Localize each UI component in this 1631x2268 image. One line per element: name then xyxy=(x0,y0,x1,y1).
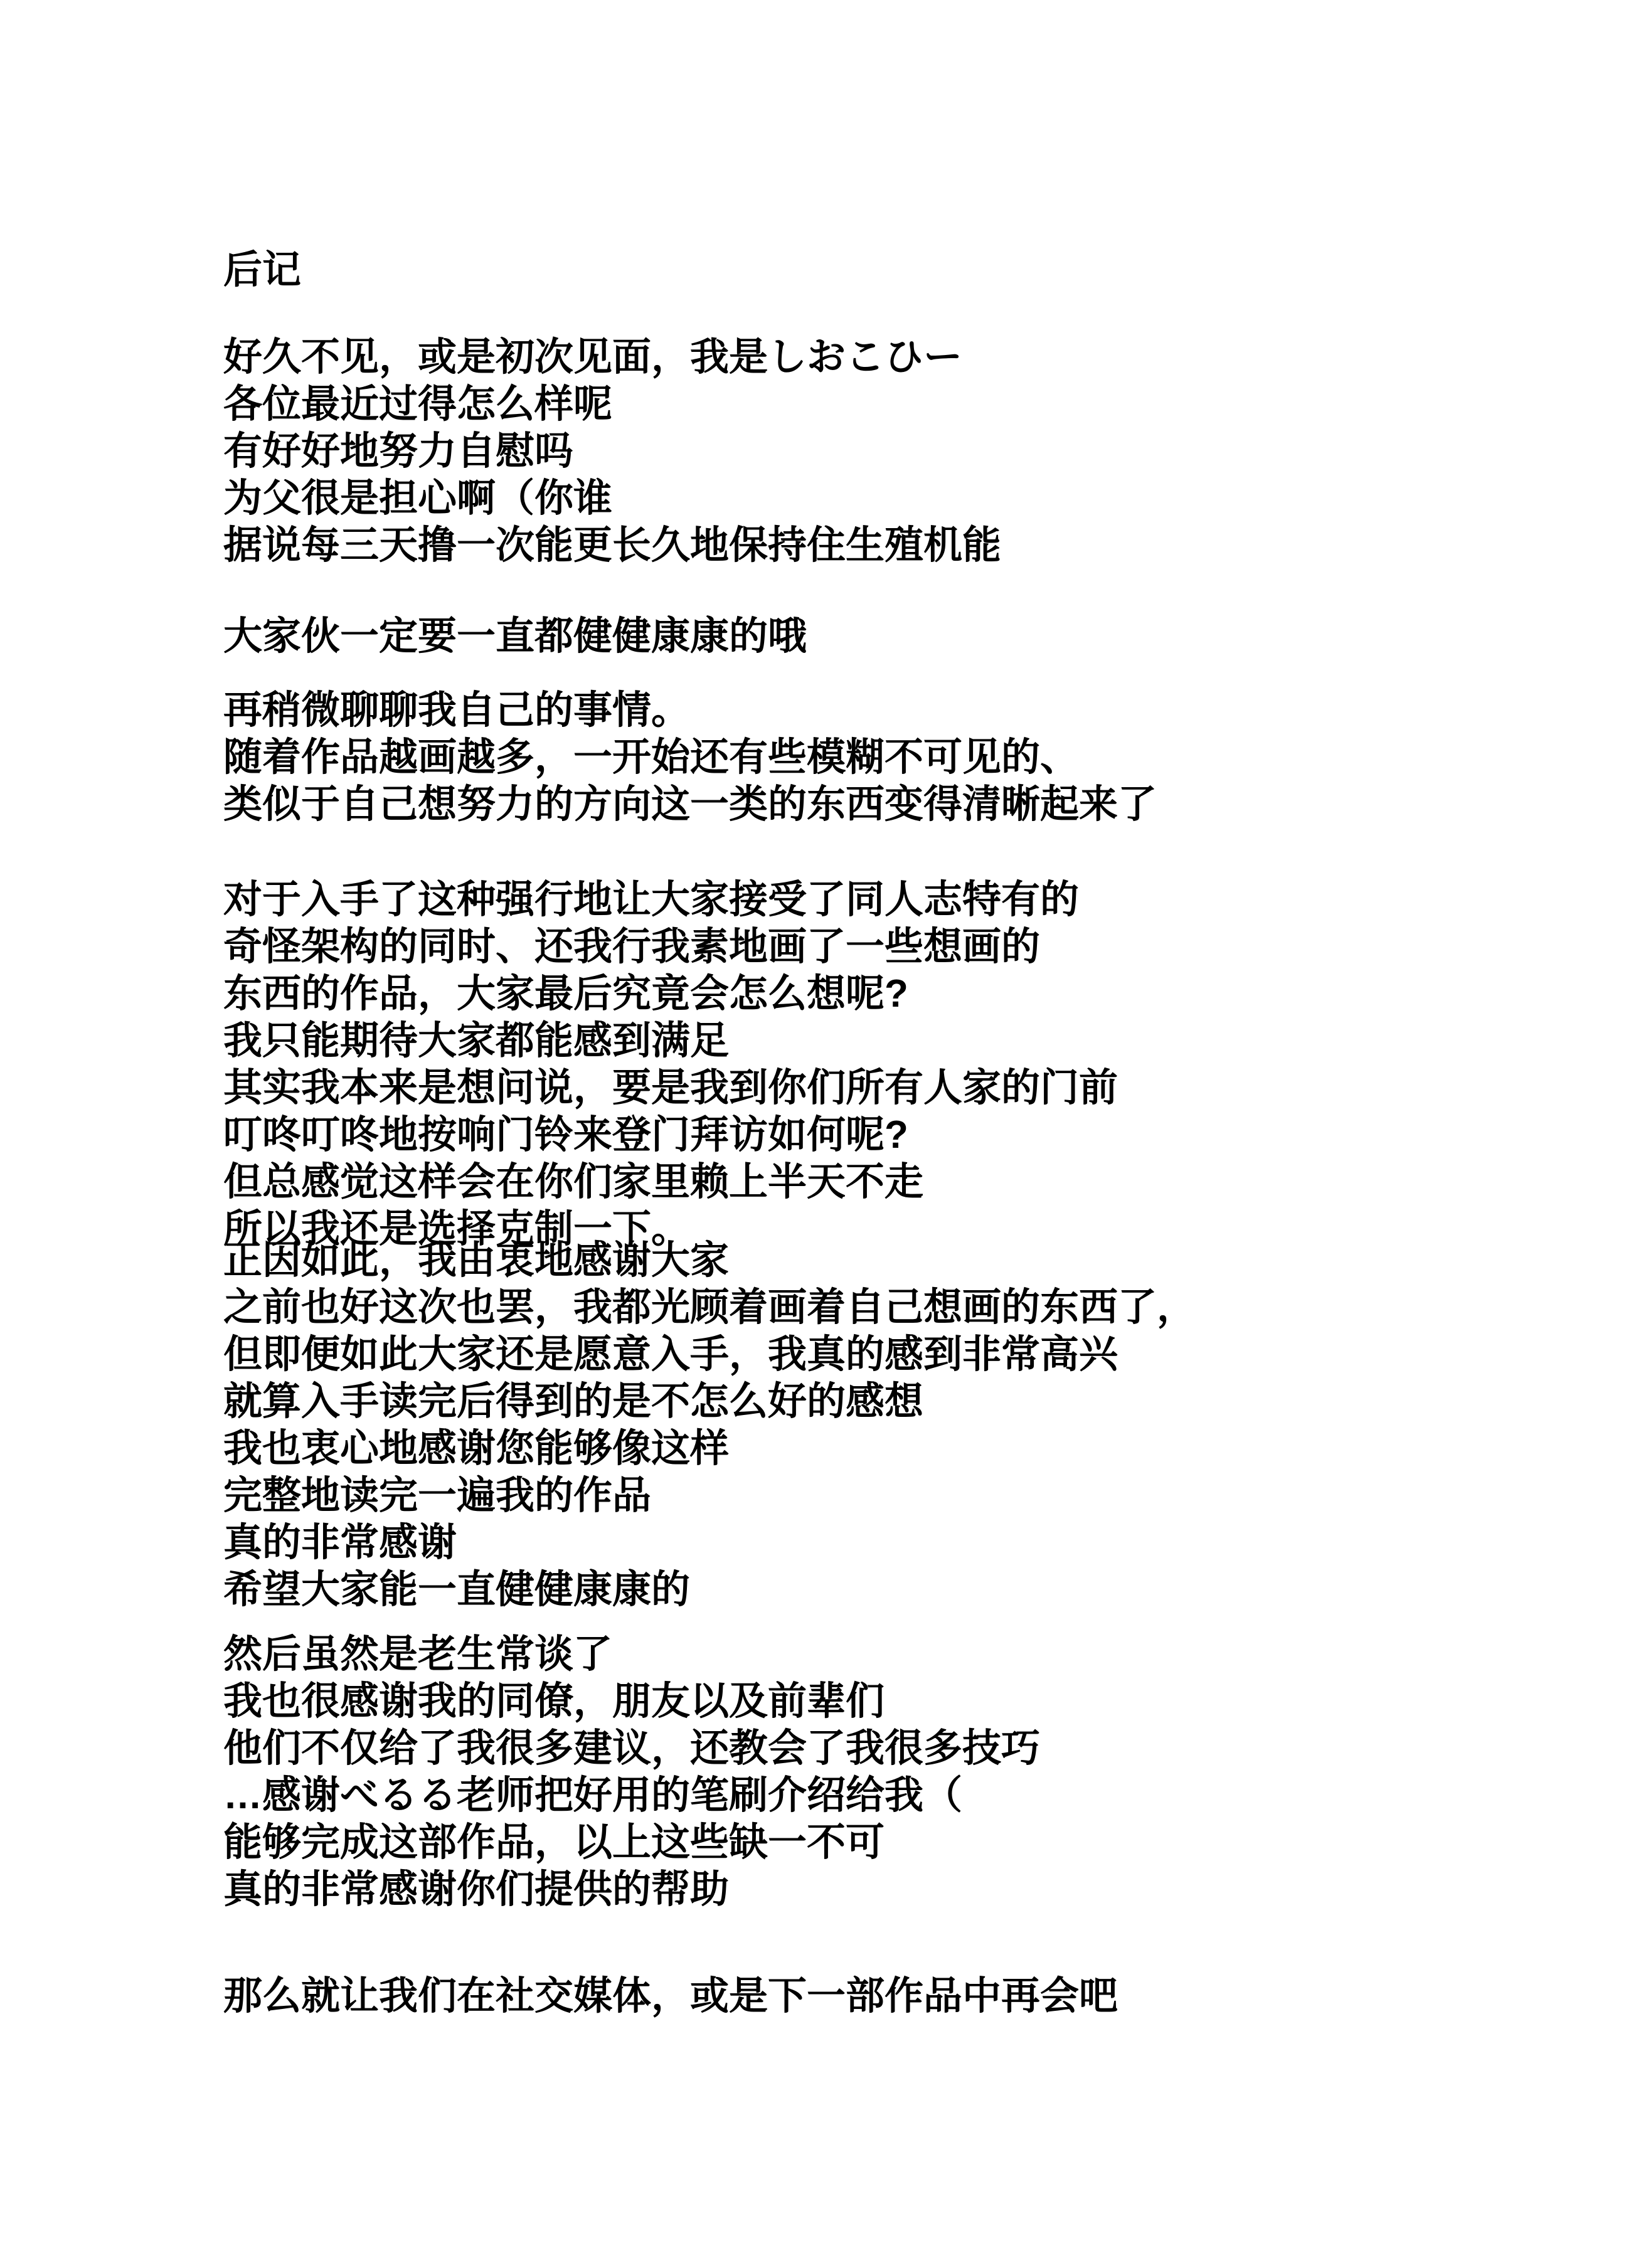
text-line: 真的非常感谢 xyxy=(223,1521,457,1564)
text-line: 希望大家能一直健健康康的 xyxy=(223,1568,691,1611)
text-line: 正因如此，我由衷地感谢大家 xyxy=(223,1239,730,1282)
spacer xyxy=(223,1613,1541,1631)
text-line: 完整地读完一遍我的作品 xyxy=(223,1474,652,1517)
text-line: 之前也好这次也罢，我都光顾着画着自己想画的东西了， xyxy=(223,1286,1196,1329)
text-line: 就算入手读完后得到的是不怎么好的感想 xyxy=(223,1380,924,1423)
text-line: …感谢べるる老师把好用的笔刷介绍给我（ xyxy=(223,1774,963,1817)
text-line: 大家伙一定要一直都健健康康的哦 xyxy=(223,615,807,658)
text-line: 他们不仅给了我很多建议，还教会了我很多技巧 xyxy=(223,1727,1041,1770)
text-line: 所以我还是选择克制一下。 xyxy=(223,1207,691,1251)
text-line: 但即便如此大家还是愿意入手，我真的感到非常高兴 xyxy=(223,1333,1118,1376)
spacer xyxy=(223,828,1541,876)
spacer xyxy=(223,660,1541,687)
text-line: 然后虽然是老生常谈了 xyxy=(223,1633,613,1676)
afterword-title: 后记 xyxy=(223,248,302,292)
text-line: 真的非常感谢你们提供的帮助 xyxy=(223,1868,730,1911)
text-line: 据说每三天撸一次能更长久地保持住生殖机能 xyxy=(223,524,1002,567)
text-line: 为父很是担心啊（你谁 xyxy=(223,477,613,520)
text-line: 叮咚叮咚地按响门铃来登门拜访如何呢? xyxy=(223,1113,908,1157)
text-line: 随着作品越画越多，一开始还有些模糊不可见的、 xyxy=(223,736,1080,779)
text-line: 好久不见，或是初次见面，我是しおこひー xyxy=(223,336,963,379)
text-line: 那么就让我们在社交媒体，或是下一部作品中再会吧 xyxy=(223,1974,1118,2018)
spacer xyxy=(223,1913,1541,1973)
text-line: 再稍微聊聊我自己的事情。 xyxy=(223,689,691,732)
spacer xyxy=(223,294,1541,334)
afterword-text-block xyxy=(223,246,1541,2020)
text-line: 类似于自己想努力的方向这一类的东西变得清晰起来了 xyxy=(223,783,1157,826)
spacer xyxy=(223,569,1541,613)
text-line: 我也衷心地感谢您能够像这样 xyxy=(223,1427,730,1470)
text-line: 我也很感谢我的同僚，朋友以及前辈们 xyxy=(223,1680,885,1723)
text-line: 其实我本来是想问说，要是我到你们所有人家的门前 xyxy=(223,1066,1118,1110)
text-line: 奇怪架构的同时、还我行我素地画了一些想画的 xyxy=(223,925,1041,968)
text-line: 我只能期待大家都能感到满足 xyxy=(223,1019,730,1062)
text-line: 能够完成这部作品，以上这些缺一不可 xyxy=(223,1821,885,1864)
text-line: 有好好地努力自慰吗 xyxy=(223,430,574,473)
text-line: 东西的作品，大家最后究竟会怎么想呢? xyxy=(223,972,908,1015)
text-line: 各位最近过得怎么样呢 xyxy=(223,383,613,426)
text-line: 但总感觉这样会在你们家里赖上半天不走 xyxy=(223,1160,924,1204)
text-line: 对于入手了这种强行地让大家接受了同人志特有的 xyxy=(223,878,1080,921)
